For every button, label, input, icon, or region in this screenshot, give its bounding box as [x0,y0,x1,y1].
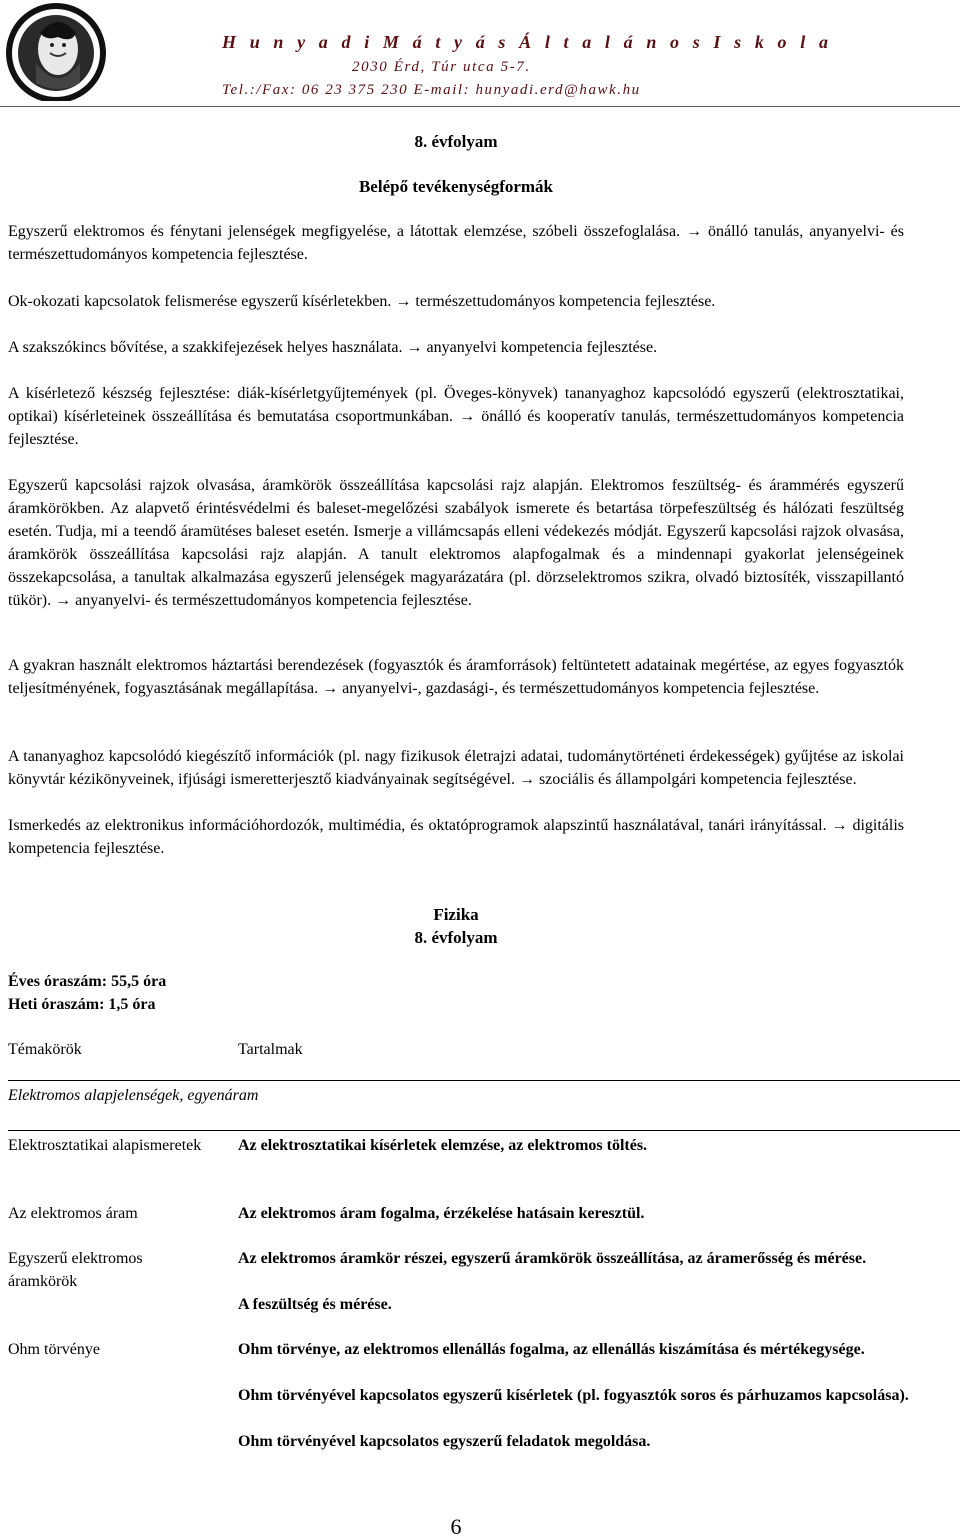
topic-simple-circuits: Egyszerű elektromos áramkörök [8,1250,143,1290]
content-simple-circuits-1: Az elektromos áramkör részei, egyszerű áramkörök összeállítása, az áramerősség és mérése. [238,1250,867,1267]
activities-heading: Belépő tevékenységformák [358,177,554,196]
content-ohms-law-2: Ohm törvényével kapcsolatos egyszerű kísérletek (pl. fogyasztók soros és párhuzamos kapcsolása). [238,1387,909,1404]
content-ohms-law-1: Ohm törvénye, az elektromos ellenállás fogalma, az ellenállás kiszámítása és mértékegysége. [238,1341,865,1358]
paragraph-3: A szakszókincs bővítése, a szakkifejezések helyes használata. → anyanyelvi kompetencia fejlesztése. [8,339,658,356]
paragraph-4: A kísérletező készség fejlesztése: diák-kísérletgyűjtemények (pl. Öveges-könyvek) tananyaghoz kapcsolódó egyszerű (elektrosztatikai, optikai) kísérleteinek összeállítása és bemutatása csoportmunkában. → önálló és kooperatív tanulás, természettudományos kompetencia fejlesztése. [8,385,904,448]
subject-grade: 8. évfolyam [414,928,498,947]
school-name: H u n y a d i M á t y á s Á l t a l á n o s I s k o l a [222,32,833,52]
page-number: 6 [450,1514,462,1539]
paragraph-8: Ismerkedés az elektronikus információhordozók, multimédia, és oktatóprogramok alapszintű használatával, tanári irányítással. → digitális kompetencia fejlesztése. [8,817,904,857]
school-address: 2030 Érd, Túr utca 5-7. [352,59,531,75]
table-divider-top [8,1080,960,1081]
content-simple-circuits-2: A feszültség és mérése. [238,1296,392,1313]
column-header-contents: Tartalmak [238,1041,303,1058]
topic-electrostatics: Elektrosztatikai alapismeretek [8,1137,202,1154]
paragraph-1: Egyszerű elektromos és fénytani jelenségek megfigyelése, a látottak elemzése, szóbeli összefoglalása. → önálló tanulás, anyanyelvi- és természettudományos kompetencia fejlesztése. [8,223,904,263]
topic-electric-current: Az elektromos áram [8,1205,138,1222]
column-header-topics: Témakörök [8,1041,82,1058]
content-ohms-law-3: Ohm törvényével kapcsolatos egyszerű feladatok megoldása. [238,1433,651,1450]
paragraph-6: A gyakran használt elektromos háztartási berendezések (fogyasztók és áramforrások) feltüntetett adatainak megértése, az egyes fogyasztók teljesítményének, fogyasztásának megállapítása. → anyanyelvi-, gazdasági-, és természettudományos kompetencia fejlesztése. [8,657,904,697]
table-divider-chapter [8,1130,960,1131]
yearly-hours: Éves óraszám: 55,5 óra [8,973,167,990]
content-electrostatics: Az elektrosztatikai kísérletek elemzése, az elektromos töltés. [238,1137,648,1154]
topic-ohms-law: Ohm törvénye [8,1341,100,1358]
school-crest-logo [6,3,106,101]
school-contact: Tel.:/Fax: 06 23 375 230 E-mail: hunyadi.erd@hawk.hu [222,82,641,98]
header-divider [0,106,960,107]
grade-heading: 8. évfolyam [414,132,498,151]
paragraph-5: Egyszerű kapcsolási rajzok olvasása, áramkörök összeállítása kapcsolási rajz alapján. Elektromos feszültség- és árammérés egyszerű áramkörökben. Az alapvető érintésvédelmi és baleset-megelőzési szabályok ismerete és betartása törpefeszültség és hálózati feszültség esetén. Tudja, mi a teendő áramütéses baleset esetén. Ismerje a villámcsapás elleni védekezés módját. Egyszerű kapcsolási rajzok olvasása, áramkörök összeállítása kapcsolási rajz alapján. A tanult elektromos alapfogalmak és a mindennapi gyakorlat jelenségeinek összekapcsolása, a tanultak alkalmazása egyszerű jelenségek magyarázatára (pl. dörzselektromos szikra, olvadó biztosíték, visszapillantó tükör). → anyanyelvi- és természettudományos kompetencia fejlesztése. [8,477,904,609]
letterhead [0,0,960,106]
paragraph-2: Ok-okozati kapcsolatok felismerése egyszerű kísérletekben. → természettudományos kompetencia fejlesztése. [8,293,716,310]
content-electric-current: Az elektromos áram fogalma, érzékelése hatásain keresztül. [238,1205,645,1222]
subject-name: Fizika [433,905,479,924]
chapter-title: Elektromos alapjelenségek, egyenáram [8,1087,259,1104]
weekly-hours: Heti óraszám: 1,5 óra [8,996,156,1013]
paragraph-7: A tananyaghoz kapcsolódó kiegészítő információk (pl. nagy fizikusok életrajzi adatai, tudománytörténeti érdekességek) gyűjtése az iskolai könyvtár kézikönyveinek, ifjúsági ismeretterjesztő kiadványainak segítségével. → szociális és állampolgári kompetencia fejlesztése. [8,748,904,788]
